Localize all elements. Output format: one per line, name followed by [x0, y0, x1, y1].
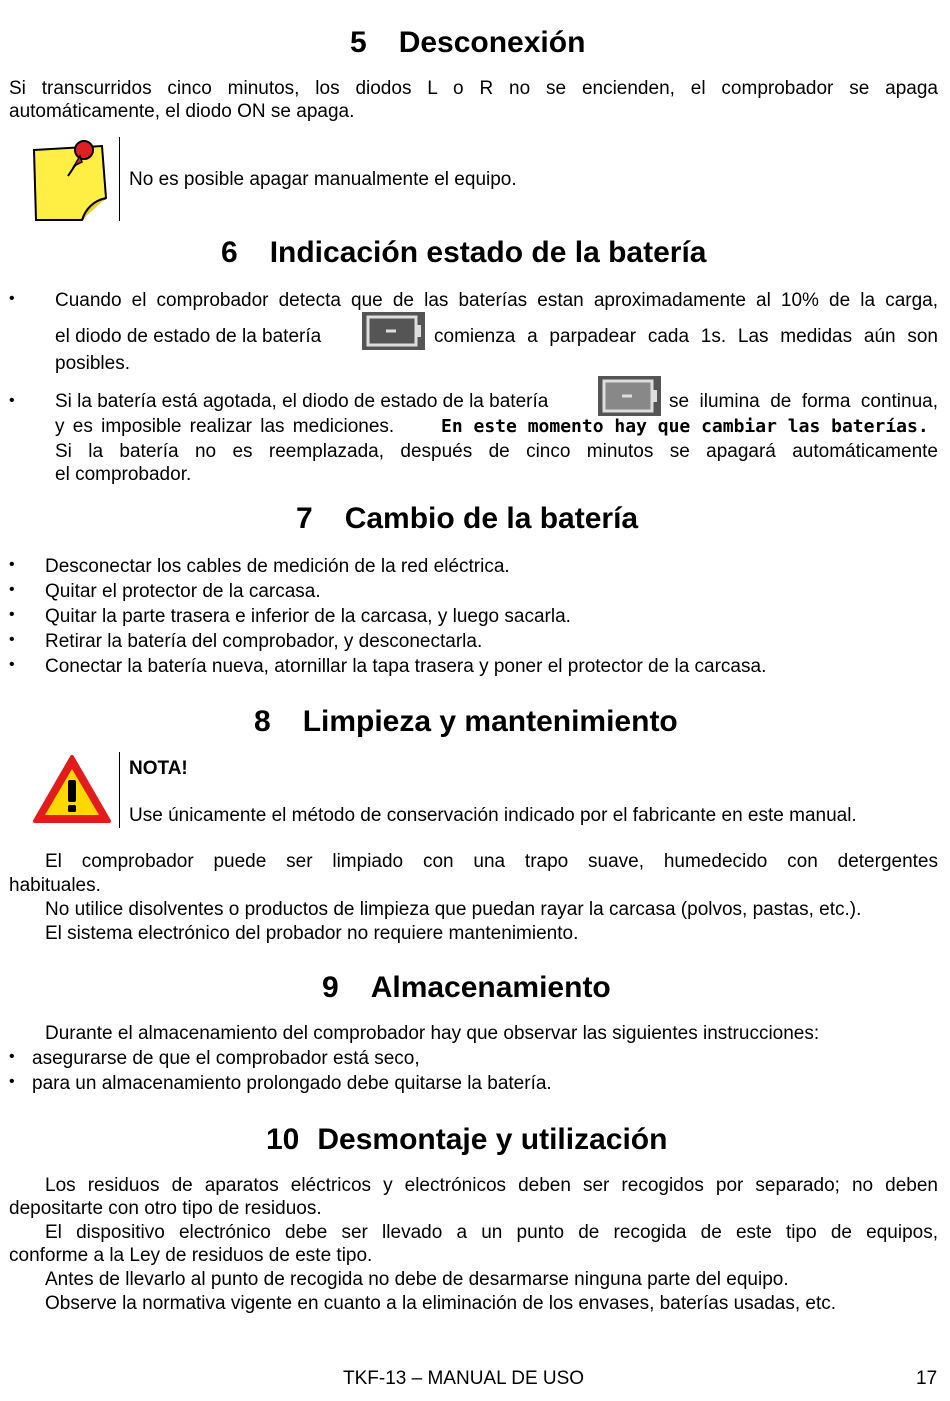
s9-intro: Durante el almacenamiento del comprobador hay que observar las siguientes instrucciones: [45, 1023, 820, 1044]
bullet-dot: • [9, 1048, 15, 1065]
s5-para-line1: Si transcurridos cinco minutos, los diodos L o R no se encienden, el comprobador se apaga [9, 78, 938, 99]
s6-b2-line3: Si la batería no es reemplazada, después de cinco minutos se apagará automáticamente [55, 441, 938, 462]
section-5-heading [350, 26, 585, 60]
section-8-heading [254, 705, 678, 739]
s10-p4: Observe la normativa vigente en cuanto a la eliminación de los envases, baterías usadas, etc. [45, 1293, 837, 1314]
bullet-dot: • [9, 556, 15, 573]
nota-label: NOTA! [129, 758, 188, 779]
footer-doc-title: TKF-13 – MANUAL DE USO [343, 1368, 585, 1389]
footer-page-number: 17 [916, 1368, 938, 1389]
section-7-heading [296, 502, 638, 536]
section-10-heading [266, 1123, 667, 1157]
bullet-dot: • [9, 1073, 15, 1090]
s5-note-text: No es posible apagar manualmente el equipo. [129, 169, 517, 190]
section-title: Almacenamiento [370, 971, 611, 1004]
section-number: 8 [254, 705, 271, 738]
bullet-dot: • [9, 290, 15, 307]
section-title: Desmontaje y utilización [317, 1123, 668, 1156]
s6-b2-line1b: se ilumina de forma continua, [669, 391, 938, 412]
section-9-heading [322, 971, 611, 1005]
s8-p2: No utilice disolventes o productos de limpieza que puedan rayar la carcasa (polvos, pastas, etc.). [45, 899, 862, 920]
section-number: 6 [221, 236, 238, 269]
s6-b1-line2a: el diodo de estado de la batería [55, 326, 322, 347]
section-number: 10 [266, 1123, 300, 1156]
note-divider [119, 137, 120, 221]
section-title: Desconexión [398, 26, 586, 59]
warning-exclamation-icon [32, 754, 112, 824]
battery-status-icon [362, 312, 425, 350]
battery-status-icon [598, 376, 661, 416]
list-item: Retirar la batería del comprobador, y desconectarla. [45, 631, 483, 652]
section-title: Indicación estado de la batería [269, 236, 707, 269]
s5-para-line2: automáticamente, el diodo ON se apaga. [9, 101, 355, 122]
bullet-dot: • [9, 606, 15, 623]
s6-b1-line1: Cuando el comprobador detecta que de las baterías estan aproximadamente al 10% de la carga, [55, 290, 938, 311]
bullet-dot: • [9, 581, 15, 598]
section-title: Cambio de la batería [344, 502, 639, 535]
nota-text: Use únicamente el método de conservación indicado por el fabricante en este manual. [129, 805, 857, 826]
s8-p1-line1: El comprobador puede ser limpiado con una trapo suave, humedecido con detergentes [45, 851, 938, 872]
section-number: 9 [322, 971, 339, 1004]
s6-b2-line2a: y es imposible realizar las mediciones. [55, 416, 395, 437]
note-divider [119, 752, 120, 828]
list-item: Conectar la batería nueva, atornillar la tapa trasera y poner el protector de la carcasa. [45, 656, 767, 677]
s6-b2-line4: el comprobador. [55, 464, 192, 485]
s10-p1-line2: depositarte con otro tipo de residuos. [9, 1198, 322, 1219]
section-number: 7 [296, 502, 313, 535]
s6-b1-line3: posibles. [55, 353, 130, 374]
s6-b1-line2b: comienza a parpadear cada 1s. Las medidas aún son [434, 326, 938, 347]
s10-p3: Antes de llevarlo al punto de recogida no debe de desarmarse ninguna parte del equipo. [45, 1269, 789, 1290]
s10-p2-line2: conforme a la Ley de residuos de este tipo. [9, 1245, 373, 1266]
list-item: Quitar el protector de la carcasa. [45, 581, 321, 602]
bullet-dot: • [9, 656, 15, 673]
bullet-dot: • [9, 631, 15, 648]
sticky-note-pin-icon [30, 136, 112, 222]
s8-p1-line2: habituales. [9, 875, 101, 896]
list-item: Quitar la parte trasera e inferior de la carcasa, y luego sacarla. [45, 606, 571, 627]
s10-p2-line1: El dispositivo electrónico debe ser llevado a un punto de recogida de este tipo de equipos, [45, 1222, 938, 1243]
section-title: Limpieza y mantenimiento [302, 705, 678, 738]
bullet-dot: • [9, 392, 15, 409]
s8-p3: El sistema electrónico del probador no requiere mantenimiento. [45, 923, 579, 944]
s6-b2-line2b: En este momento hay que cambiar las baterías. [441, 416, 929, 437]
list-item: asegurarse de que el comprobador está seco, [32, 1048, 420, 1069]
list-item: Desconectar los cables de medición de la red eléctrica. [45, 556, 510, 577]
s6-b2-line1a: Si la batería está agotada, el diodo de estado de la batería [55, 391, 549, 412]
list-item: para un almacenamiento prolongado debe quitarse la batería. [32, 1073, 552, 1094]
s10-p1-line1: Los residuos de aparatos eléctricos y electrónicos deben ser recogidos por separado; no deben [45, 1175, 938, 1196]
section-number: 5 [350, 26, 367, 59]
section-6-heading [221, 236, 707, 270]
